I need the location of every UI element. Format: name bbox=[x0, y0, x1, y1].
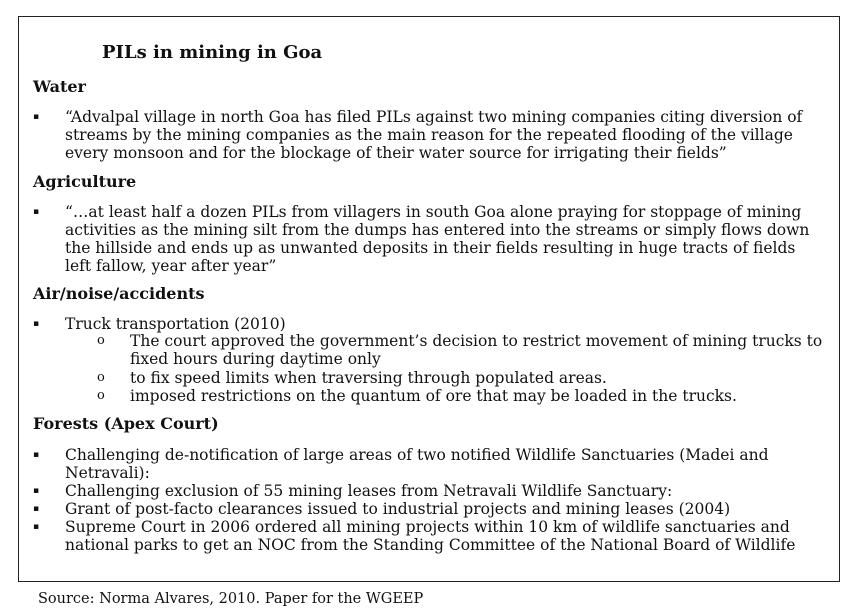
square-bullet-icon: ▪ bbox=[33, 319, 40, 329]
bullet-truck-transportation bbox=[33, 315, 823, 333]
bullet-text: Challenging exclusion of 55 mining leases from Netravali Wildlife Sanctuary: bbox=[65, 482, 673, 500]
bullet-supreme-court bbox=[33, 518, 823, 554]
square-bullet-icon: ▪ bbox=[33, 486, 40, 496]
bullet-water bbox=[33, 108, 823, 162]
source-caption: Source: Norma Alvares, 2010. Paper for the WGEEP bbox=[38, 591, 424, 607]
bullet-text: Truck transportation (2010) bbox=[65, 315, 286, 333]
square-bullet-icon: ▪ bbox=[33, 207, 40, 217]
square-bullet-icon: ▪ bbox=[33, 504, 40, 514]
bullet-text: “…at least half a dozen PILs from villagers in south Goa alone praying for stoppage of mining activities as the mining silt from the dumps has entered into the streams or simply flows down the hillside and ends up as unwanted deposits in their fields resulting in huge tracts of fields left fallow, year after year” bbox=[65, 203, 810, 275]
bullet-text: Supreme Court in 2006 ordered all mining projects within 10 km of wildlife sanctuaries and national parks to get an NOC from the Standing Committee of the National Board of Wildlife bbox=[65, 518, 796, 554]
bullet-text: “Advalpal village in north Goa has filed PILs against two mining companies citing diversion of streams by the mining companies as the main reason for the repeated flooding of the village every monsoon and for the blockage of their water source for irrigating their fields” bbox=[65, 108, 803, 162]
slide-title: PILs in mining in Goa bbox=[102, 42, 323, 63]
bullet-post-facto bbox=[33, 500, 823, 518]
subitem-text: to fix speed limits when traversing through populated areas. bbox=[130, 369, 607, 387]
subitem-court-approved bbox=[97, 332, 827, 368]
square-bullet-icon: ▪ bbox=[33, 112, 40, 122]
circle-bullet-icon: o bbox=[97, 333, 105, 348]
circle-bullet-icon: o bbox=[97, 388, 105, 403]
circle-bullet-icon: o bbox=[97, 370, 105, 385]
subitem-text: imposed restrictions on the quantum of ore that may be loaded in the trucks. bbox=[130, 387, 737, 405]
heading-agriculture: Agriculture bbox=[33, 172, 137, 191]
square-bullet-icon: ▪ bbox=[33, 522, 40, 532]
bullet-exclusion-leases bbox=[33, 482, 823, 500]
bullet-agriculture bbox=[33, 203, 823, 275]
bullet-text: Challenging de-notification of large areas of two notified Wildlife Sanctuaries (Madei and Netravali): bbox=[65, 446, 769, 482]
square-bullet-icon: ▪ bbox=[33, 450, 40, 460]
bullet-text: Grant of post-facto clearances issued to industrial projects and mining leases (2004) bbox=[65, 500, 731, 518]
heading-water: Water bbox=[33, 77, 86, 96]
subitem-text: The court approved the government’s decision to restrict movement of mining trucks to fixed hours during daytime only bbox=[130, 332, 823, 368]
heading-air-noise-accidents: Air/noise/accidents bbox=[33, 284, 205, 303]
subitem-speed-limits bbox=[97, 369, 827, 387]
subitem-ore-restrictions bbox=[97, 387, 827, 405]
bullet-denotification bbox=[33, 446, 823, 482]
heading-forests: Forests (Apex Court) bbox=[33, 414, 219, 433]
